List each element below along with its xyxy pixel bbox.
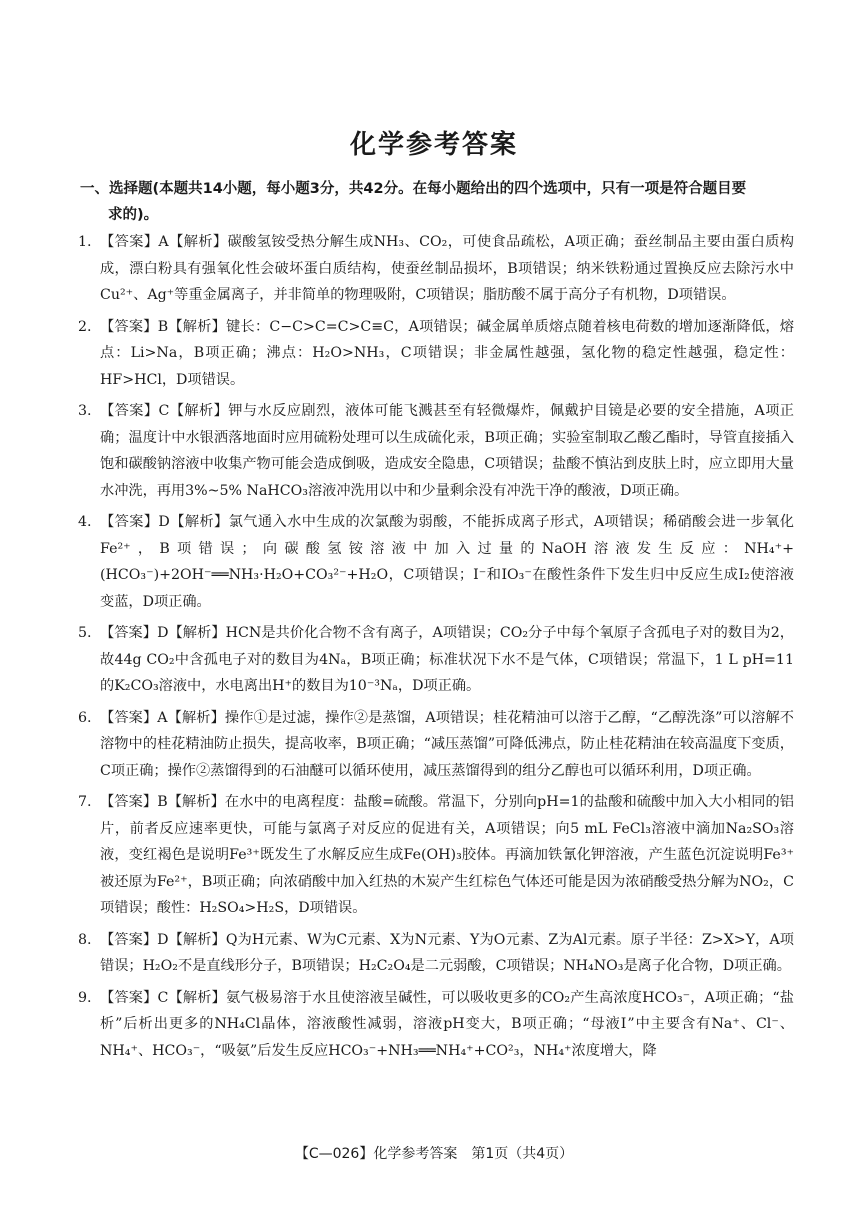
answer-number: 2.	[78, 318, 92, 335]
answer-item-7	[78, 789, 794, 922]
page-footer: 【C—026】化学参考答案 第1页（共4页）	[294, 1146, 574, 1162]
answer-number: 5.	[78, 625, 92, 641]
answer-item-2	[78, 314, 794, 394]
answer-item-8	[78, 927, 794, 980]
answer-item-9	[78, 985, 794, 1065]
answer-number: 3.	[78, 403, 92, 419]
answer-number: 7.	[78, 794, 92, 810]
answer-text: 【答案】A【解析】碳酸氢铵受热分解生成NH₃、CO₂，可使食品疏松，A项正确；蚕丝制品主要由蛋白质构成，漂白粉具有强氧化性会破坏蛋白质结构，使蚕丝制品损坏，B项错误；纳米铁粉通过置换反应去除污水中Cu²⁺、Ag⁺等重金属离子，并非简单的物理吸附，C项错误；脂肪酸不属于高分子有机物，D项错误。	[100, 234, 794, 303]
answer-item-5	[78, 620, 794, 700]
section-heading-line1: 一、选择题(本题共14小题，每小题3分，共42分。在每小题给出的四个选项中，只有一项是符合题目要	[80, 181, 747, 197]
answer-text: 【答案】D【解析】Q为H元素、W为C元素、X为N元素、Y为O元素、Z为Al元素。原子半径：Z>X>Y，A项错误；H₂O₂不是直线形分子，B项错误；H₂C₂O₄是二元弱酸，C项错误；NH₄NO₃是离子化合物，D项正确。	[100, 931, 794, 974]
answer-number: 8.	[78, 931, 92, 948]
page-title: 化学参考答案	[349, 130, 518, 160]
answer-item-1	[78, 229, 794, 309]
answer-number: 6.	[78, 709, 92, 726]
section-heading	[80, 176, 792, 228]
section-heading-line2: 求的)。	[108, 207, 159, 223]
answer-text: 【答案】B【解析】在水中的电离程度：盐酸=硫酸。常温下，分别向pH=1的盐酸和硫酸中加入大小相同的铝片，前者反应速率更快，可能与氯离子对反应的促进有关，A项错误；向5 mL FeCl₃溶液中滴加Na₂SO₃溶液，变红褐色是说明Fe³⁺既发生了水解反应生成Fe(OH)₃胶体。再滴加铁氰化钾溶液，产生蓝色沉淀说明Fe³⁺被还原为Fe²⁺，B项正确；向浓硝酸中加入红热的木炭产生红棕色气体还可能是因为浓硝酸受热分解为NO₂，C项错误；酸性：H₂SO₄>H₂S，D项错误。	[100, 794, 794, 916]
answer-item-3	[78, 398, 794, 504]
answer-text: 【答案】D【解析】氯气通入水中生成的次氯酸为弱酸，不能拆成离子形式，A项错误；稀硝酸会进一步氧化Fe²⁺，B项错误；向碳酸氢铵溶液中加入过量的NaOH溶液发生反应：NH₄⁺+(HCO₃⁻)+2OH⁻══NH₃·H₂O+CO₃²⁻+H₂O，C项错误；I⁻和IO₃⁻在酸性条件下发生归中反应生成I₂使溶液变蓝，D项正确。	[100, 514, 794, 610]
answer-item-6	[78, 705, 794, 785]
answer-text: 【答案】C【解析】氨气极易溶于水且使溶液呈碱性，可以吸收更多的CO₂产生高浓度HCO₃⁻，A项正确；“盐析”后析出更多的NH₄Cl晶体，溶液酸性减弱，溶液pH变大，B项正确；“母液Ⅰ”中主要含有Na⁺、Cl⁻、NH₄⁺、HCO₃⁻，“吸氨”后发生反应HCO₃⁻+NH₃══NH₄⁺+CO²₃，NH₄⁺浓度增大，降	[100, 989, 794, 1059]
answer-number: 1.	[78, 234, 92, 250]
answer-number: 9.	[78, 989, 92, 1006]
answer-text: 【答案】D【解析】HCN是共价化合物不含有离子，A项错误；CO₂分子中每个氧原子含孤电子对的数目为2，故44g CO₂中含孤电子对的数目为4Nₐ，B项正确；标准状况下水不是气体，C项错误；常温下，1 L pH=11的K₂CO₃溶液中，水电离出H⁺的数目为10⁻³Nₐ，D项正确。	[100, 625, 794, 694]
answer-text: 【答案】C【解析】钾与水反应剧烈，液体可能飞溅甚至有轻微爆炸，佩戴护目镜是必要的安全措施，A项正确；温度计中水银洒落地面时应用硫粉处理可以生成硫化汞，B项正确；实验室制取乙酸乙酯时，导管直接插入饱和碳酸钠溶液中收集产物可能会造成倒吸，造成安全隐患，C项错误；盐酸不慎沾到皮肤上时，应立即用大量水冲洗，再用3%~5% NaHCO₃溶液冲洗用以中和少量剩余没有冲洗干净的酸液，D项正确。	[100, 403, 794, 499]
answer-text: 【答案】A【解析】操作①是过滤，操作②是蒸馏，A项错误；桂花精油可以溶于乙醇，“乙醇洗涤”可以溶解不溶物中的桂花精油防止损失，提高收率，B项正确；“减压蒸馏”可降低沸点，防止桂花精油在较高温度下变质，C项正确；操作②蒸馏得到的石油醚可以循环使用，减压蒸馏得到的组分乙醇也可以循环利用，D项正确。	[100, 709, 794, 779]
answer-list	[78, 229, 794, 1069]
answer-item-4	[78, 509, 794, 615]
answer-text: 【答案】B【解析】键长：C−C>C=C>C≡C，A项错误；碱金属单质熔点随着核电荷数的增加逐渐降低，熔点：Li>Na，B项正确；沸点：H₂O>NH₃，C项错误；非金属性越强，氢化物的稳定性越强，稳定性：HF>HCl，D项错误。	[100, 318, 794, 388]
answer-number: 4.	[78, 514, 92, 530]
